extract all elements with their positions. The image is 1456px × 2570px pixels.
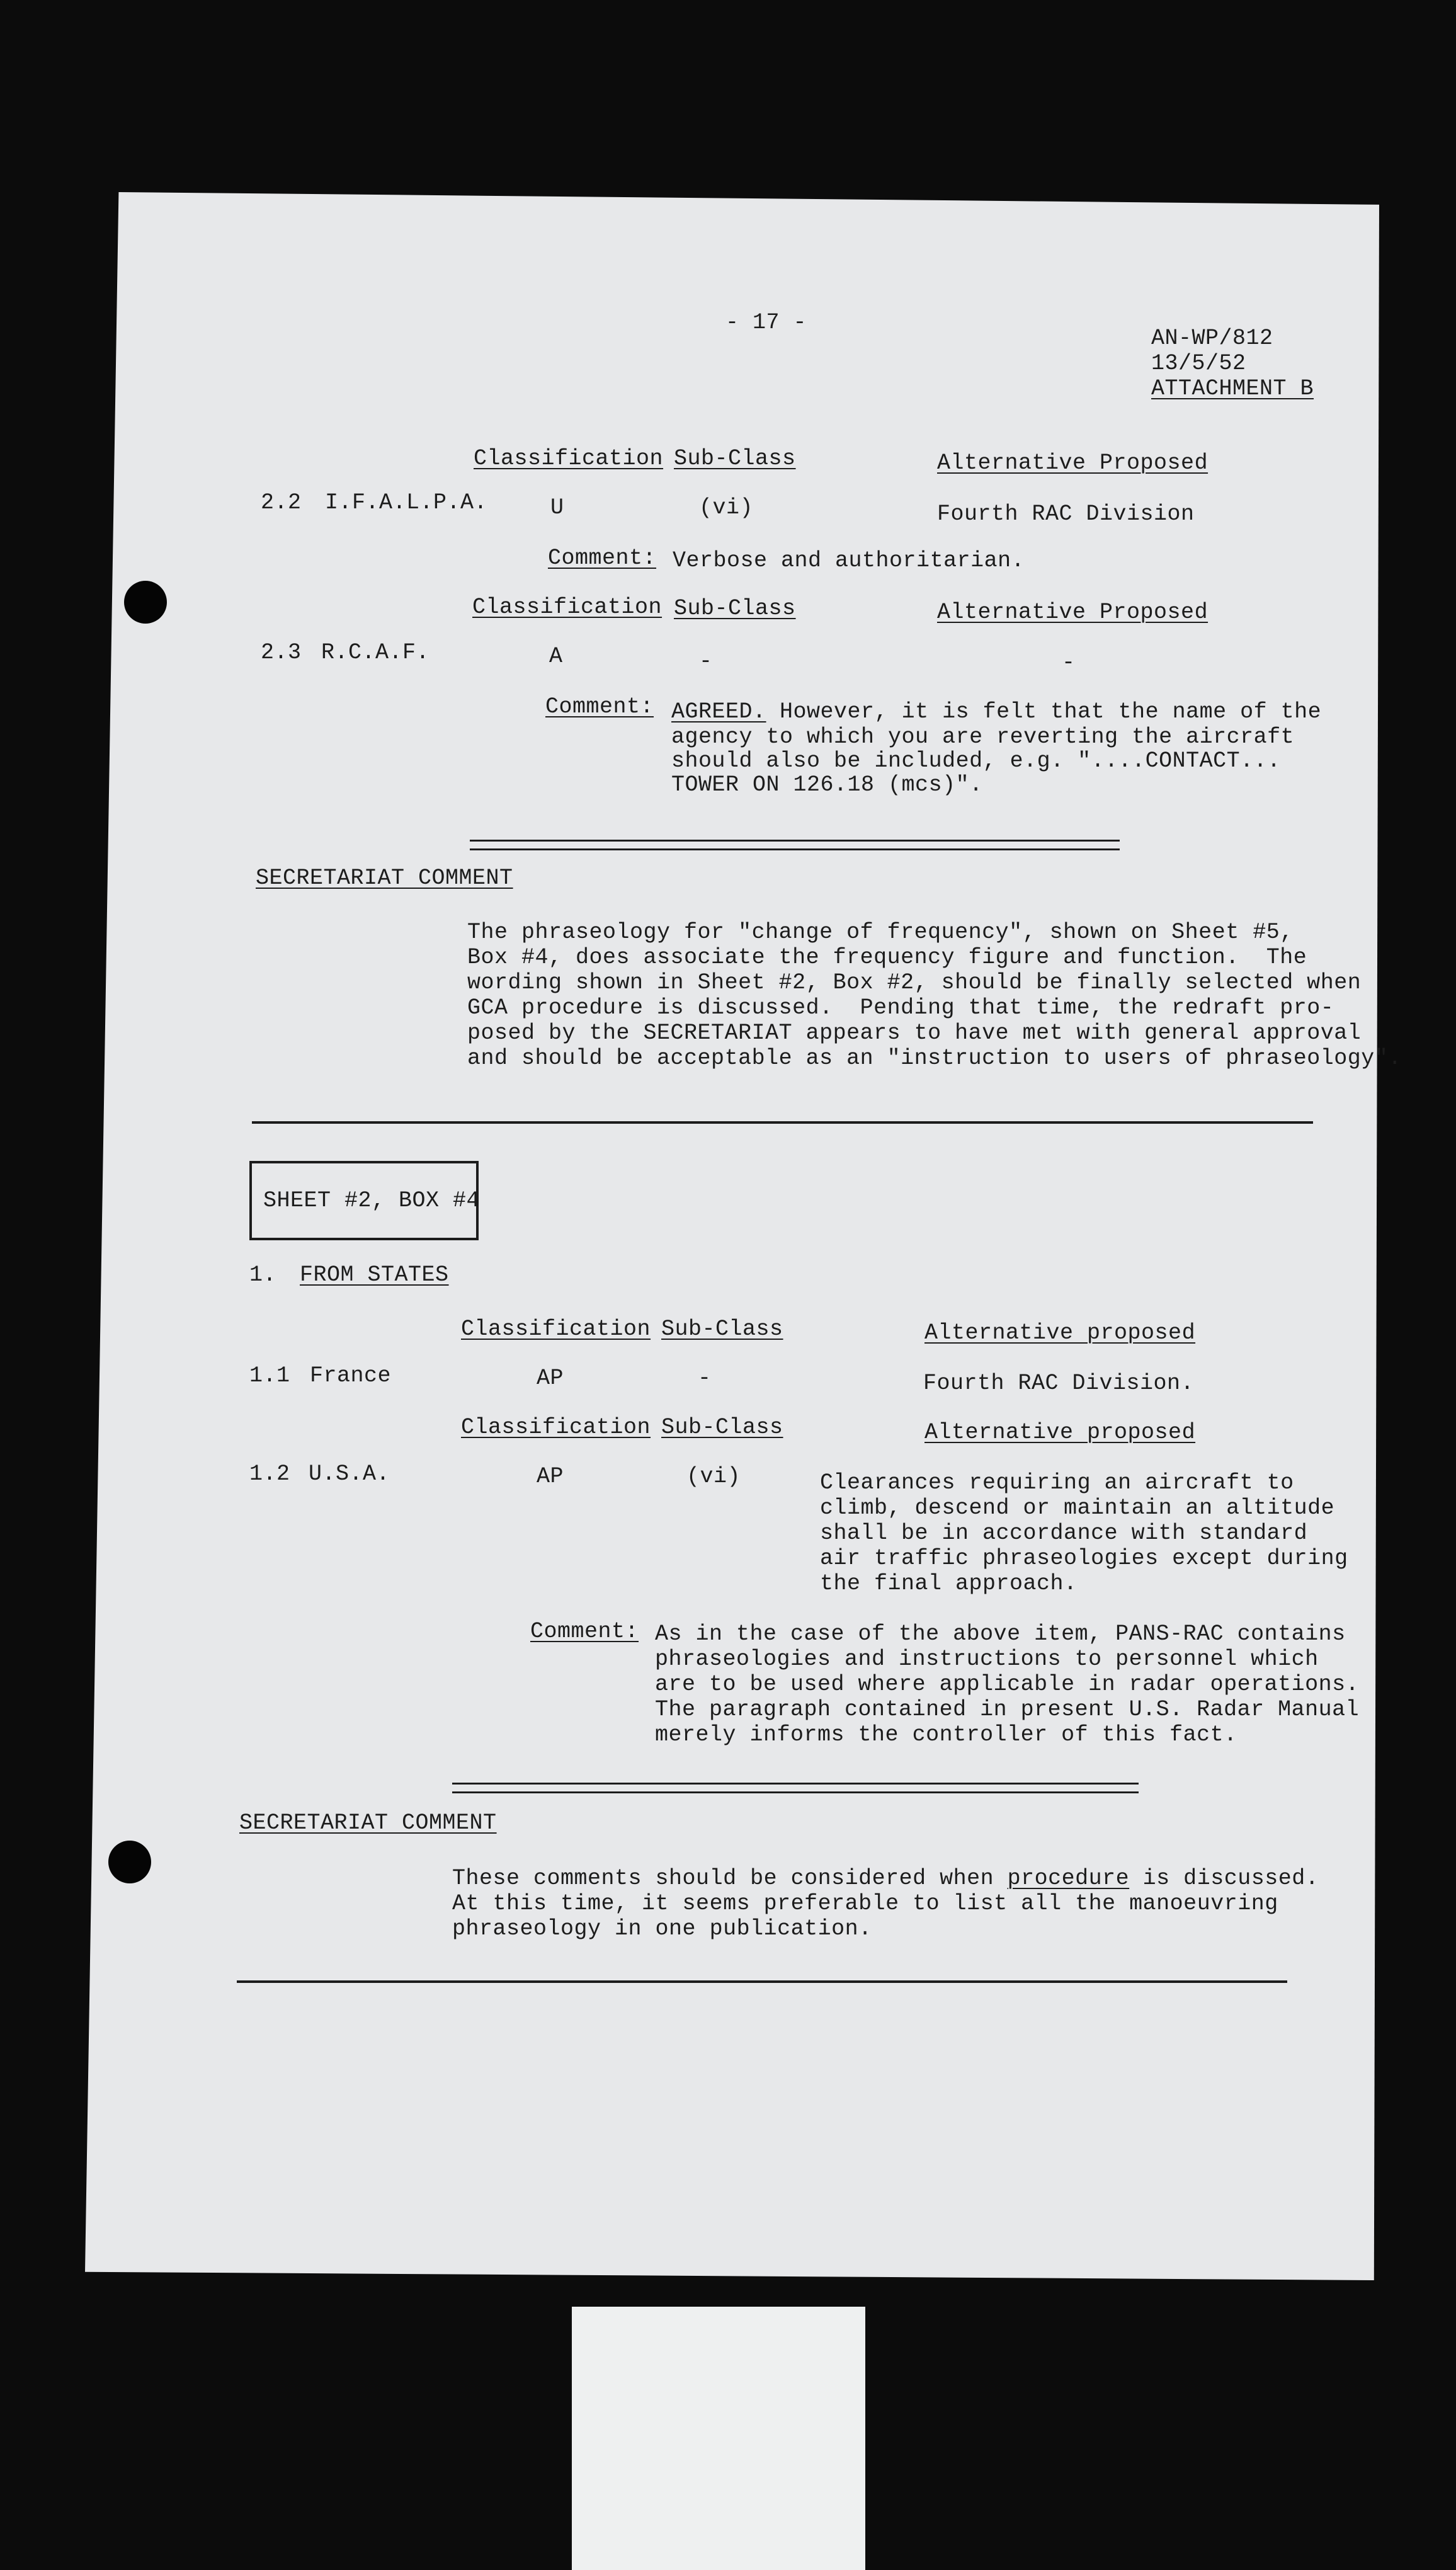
secretariat-line: Box #4, does associate the frequency figure and function. The — [467, 945, 1307, 970]
secretariat-heading: SECRETARIAT COMMENT — [239, 1810, 497, 1836]
double-rule — [470, 848, 1120, 850]
sub-class-value: - — [698, 1366, 712, 1391]
comment-line: are to be used where applicable in radar operations. — [655, 1672, 1360, 1697]
sub-class-header: Sub-Class — [674, 596, 796, 621]
item-organization: U.S.A. — [309, 1461, 390, 1487]
comment-first-line — [671, 699, 1321, 724]
classification-value: U — [550, 495, 564, 520]
classification-header: Classification — [472, 595, 663, 620]
comment-rest: However, it is felt that the name of the — [766, 699, 1322, 724]
item-organization: France — [310, 1363, 392, 1388]
alternative-line: Clearances requiring an aircraft to — [820, 1470, 1294, 1495]
alternative-value: - — [1062, 650, 1076, 675]
secretariat-line: GCA procedure is discussed. Pending that time, the redraft pro- — [467, 995, 1334, 1020]
classification-value: AP — [537, 1366, 564, 1391]
comment-line: As in the case of the above item, PANS-RAC contains — [655, 1621, 1346, 1647]
comment-label: Comment: — [545, 694, 654, 719]
agreed-text: AGREED. — [671, 699, 766, 724]
sub-class-value: (vi) — [686, 1464, 741, 1489]
alternative-header: Alternative Proposed — [937, 450, 1209, 476]
doc-date: 13/5/52 — [1151, 351, 1246, 376]
procedure-text: procedure — [1007, 1866, 1130, 1891]
item-organization: R.C.A.F. — [321, 640, 430, 665]
text-run: These comments should be considered when — [452, 1866, 1008, 1891]
item-organization: I.F.A.L.P.A. — [325, 490, 488, 515]
secretariat-heading: SECRETARIAT COMMENT — [256, 865, 513, 891]
attachment-label: ATTACHMENT B — [1151, 376, 1314, 401]
double-rule — [452, 1783, 1139, 1785]
item-number: 2.2 — [261, 490, 302, 515]
comment-line: should also be included, e.g. "....CONTACT... — [671, 748, 1281, 774]
item-number: 1.2 — [249, 1461, 290, 1487]
alternative-header: Alternative proposed — [924, 1420, 1196, 1445]
classification-header: Classification — [461, 1316, 651, 1342]
item-number: 1.1 — [249, 1363, 290, 1388]
comment-text: Verbose and authoritarian. — [673, 548, 1025, 573]
paper-slip — [572, 2307, 865, 2570]
classification-header: Classification — [461, 1415, 651, 1440]
comment-line: The paragraph contained in present U.S. Radar Manual — [655, 1697, 1360, 1722]
sub-class-header: Sub-Class — [661, 1316, 783, 1342]
secretariat-line: and should be acceptable as an "instruction to users of phraseology". — [467, 1046, 1402, 1071]
page-number: - 17 - — [725, 310, 807, 335]
alternative-header: Alternative Proposed — [937, 600, 1209, 625]
secretariat-line: wording shown in Sheet #2, Box #2, should be finally selected when — [467, 970, 1362, 995]
alternative-value: Fourth RAC Division — [937, 501, 1195, 527]
secretariat-line: At this time, it seems preferable to list all the manoeuvring — [452, 1891, 1278, 1916]
text-run: is discussed. — [1129, 1866, 1319, 1891]
alternative-line: air traffic phraseologies except during — [820, 1546, 1348, 1571]
secretariat-line: posed by the SECRETARIAT appears to have met with general approval — [467, 1020, 1362, 1046]
secretariat-line: The phraseology for "change of frequency", shown on Sheet #5, — [467, 920, 1294, 945]
sub-class-value: (vi) — [699, 495, 754, 520]
section-number: 1. — [249, 1262, 277, 1288]
sheet-box-label: SHEET #2, BOX #4 — [263, 1188, 481, 1213]
classification-value: A — [549, 644, 563, 669]
double-rule — [452, 1791, 1139, 1793]
secretariat-line — [452, 1866, 1319, 1891]
alternative-line: the final approach. — [820, 1571, 1078, 1596]
classification-header: Classification — [474, 446, 664, 471]
double-rule — [470, 840, 1120, 842]
sub-class-header: Sub-Class — [661, 1415, 783, 1440]
section-divider — [237, 1980, 1287, 1983]
comment-label: Comment: — [548, 545, 657, 571]
alternative-value: Fourth RAC Division. — [923, 1371, 1195, 1396]
punch-hole — [124, 581, 167, 624]
punch-hole — [108, 1841, 151, 1883]
alternative-line: shall be in accordance with standard — [820, 1521, 1308, 1546]
doc-reference: AN-WP/812 — [1151, 326, 1273, 351]
alternative-line: climb, descend or maintain an altitude — [820, 1495, 1335, 1521]
section-divider — [252, 1121, 1313, 1124]
item-number: 2.3 — [261, 640, 302, 665]
classification-value: AP — [537, 1464, 564, 1489]
comment-line: merely informs the controller of this fact. — [655, 1722, 1237, 1747]
section-title: FROM STATES — [300, 1262, 449, 1288]
comment-line: agency to which you are reverting the aircraft — [671, 724, 1295, 750]
comment-line: phraseologies and instructions to personnel which — [655, 1647, 1319, 1672]
comment-line: TOWER ON 126.18 (mcs)". — [671, 772, 983, 797]
alternative-header: Alternative proposed — [924, 1320, 1196, 1345]
sub-class-header: Sub-Class — [674, 446, 796, 471]
sub-class-value: - — [699, 649, 713, 674]
comment-label: Comment: — [530, 1619, 639, 1644]
secretariat-line: phraseology in one publication. — [452, 1916, 872, 1941]
